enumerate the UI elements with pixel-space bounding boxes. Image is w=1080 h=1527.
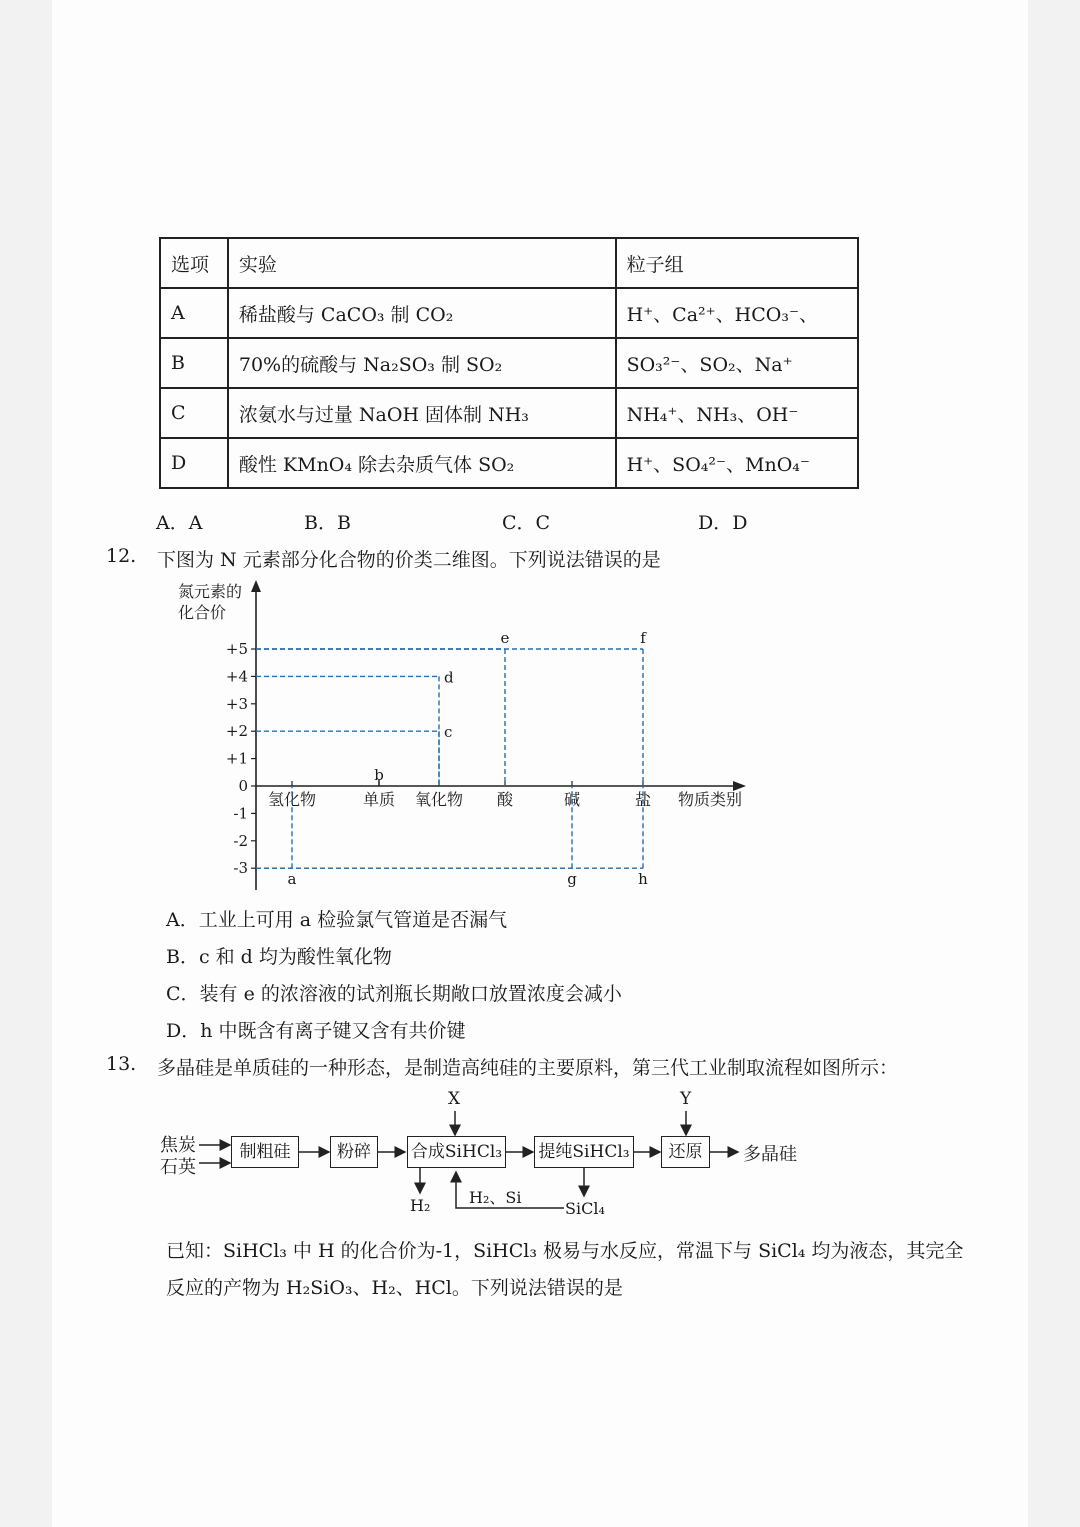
row-option: D [160,438,228,488]
y-tick-label: 0 [238,777,248,795]
step-crush: 粉碎 [330,1136,378,1168]
q12-option-a[interactable]: A．工业上可用 a 检验氯气管道是否漏气 [166,909,508,931]
x-category-label: 氧化物 [414,790,464,809]
q11-choice-c[interactable]: C．C [502,512,551,534]
row-option: A [160,288,228,338]
x-category-label: 酸 [496,790,514,809]
header-particles: 粒子组 [616,238,858,288]
step-purify-sihcl3: 提纯SiHCl₃ [534,1136,634,1168]
q12-option-b[interactable]: B．c 和 d 均为酸性氧化物 [166,946,392,968]
point-label-a: a [287,870,297,889]
recycle-label: H₂、Si [469,1188,522,1207]
y-axis-label-line1: 氮元素的 [178,582,243,601]
row-option: C [160,388,228,438]
point-label-c: c [444,723,453,742]
y-tick-label: +2 [225,722,248,741]
q11-choice-a[interactable]: A．A [156,512,203,534]
q13-number: 13. [106,1053,137,1075]
q11-choice-b[interactable]: B．B [304,512,351,534]
row-particles: SO₃²⁻、SO₂、Na⁺ [616,338,858,388]
q13-known-line2: 反应的产物为 H₂SiO₃、H₂、HCl。下列说法错误的是 [166,1277,623,1299]
h2-output: H₂ [410,1196,431,1215]
x-category-label: 氢化物 [267,790,317,809]
y-tick-label: -1 [233,804,248,823]
row-particles: H⁺、SO₄²⁻、MnO₄⁻ [616,438,858,488]
y-tick-label: -3 [233,859,248,878]
header-experiment: 实验 [228,238,616,288]
y-tick-label: +5 [225,640,248,658]
row-option: B [160,338,228,388]
row-experiment: 酸性 KMnO₄ 除去杂质气体 SO₂ [228,438,616,488]
q12-option-c[interactable]: C．装有 e 的浓溶液的试剂瓶长期敞口放置浓度会减小 [166,983,622,1005]
point-label-d: d [444,668,454,687]
y-axis-label-line2: 化合价 [178,603,227,622]
x-category-label: 碱 [563,790,581,809]
q13-stem: 多晶硅是单质硅的一种形态，是制造高纯硅的主要原料，第三代工业制取流程如图所示： [157,1057,899,1079]
y-tick-label: +3 [225,694,248,713]
point-label-h: h [638,870,648,889]
y-tick-label: +1 [225,749,248,768]
q12-option-d[interactable]: D．h 中既含有离子键又含有共价键 [166,1020,466,1042]
point-label-f: f [640,629,646,647]
row-experiment: 浓氨水与过量 NaOH 固体制 NH₃ [228,388,616,438]
input-x-label: X [448,1089,461,1109]
row-experiment: 70%的硫酸与 Na₂SO₃ 制 SO₂ [228,338,616,388]
q12-stem: 下图为 N 元素部分化合物的价类二维图。下列说法错误的是 [157,549,661,571]
x-axis-label: 物质类别 [678,790,743,809]
row-particles: H⁺、Ca²⁺、HCO₃⁻、 [616,288,858,338]
step-make-crude-si: 制粗硅 [231,1136,299,1168]
input-y-label: Y [680,1089,692,1109]
header-option: 选项 [160,238,228,288]
q11-choice-d[interactable]: D．D [698,512,748,534]
row-experiment: 稀盐酸与 CaCO₃ 制 CO₂ [228,288,616,338]
product-polysilicon: 多晶硅 [743,1144,797,1165]
input-coke: 焦炭 [160,1135,196,1156]
sicl4-output: SiCl₄ [565,1199,605,1218]
input-quartz: 石英 [160,1157,196,1178]
y-tick-label: -2 [233,831,248,850]
step-reduce: 还原 [661,1136,710,1168]
point-label-g: g [567,870,577,889]
row-particles: NH₄⁺、NH₃、OH⁻ [616,388,858,438]
point-label-b: b [374,766,384,784]
step-synthesize-sihcl3: 合成SiHCl₃ [407,1136,506,1168]
q12-number: 12. [106,545,137,567]
y-tick-label: +4 [225,667,248,686]
x-category-label: 盐 [634,790,652,809]
point-label-e: e [500,629,510,647]
q13-known-line1: 已知：SiHCl₃ 中 H 的化合价为-1，SiHCl₃ 极易与水反应，常温下与 SiCl₄ 均为液态，其完全 [166,1240,964,1262]
x-category-label: 单质 [362,790,396,809]
